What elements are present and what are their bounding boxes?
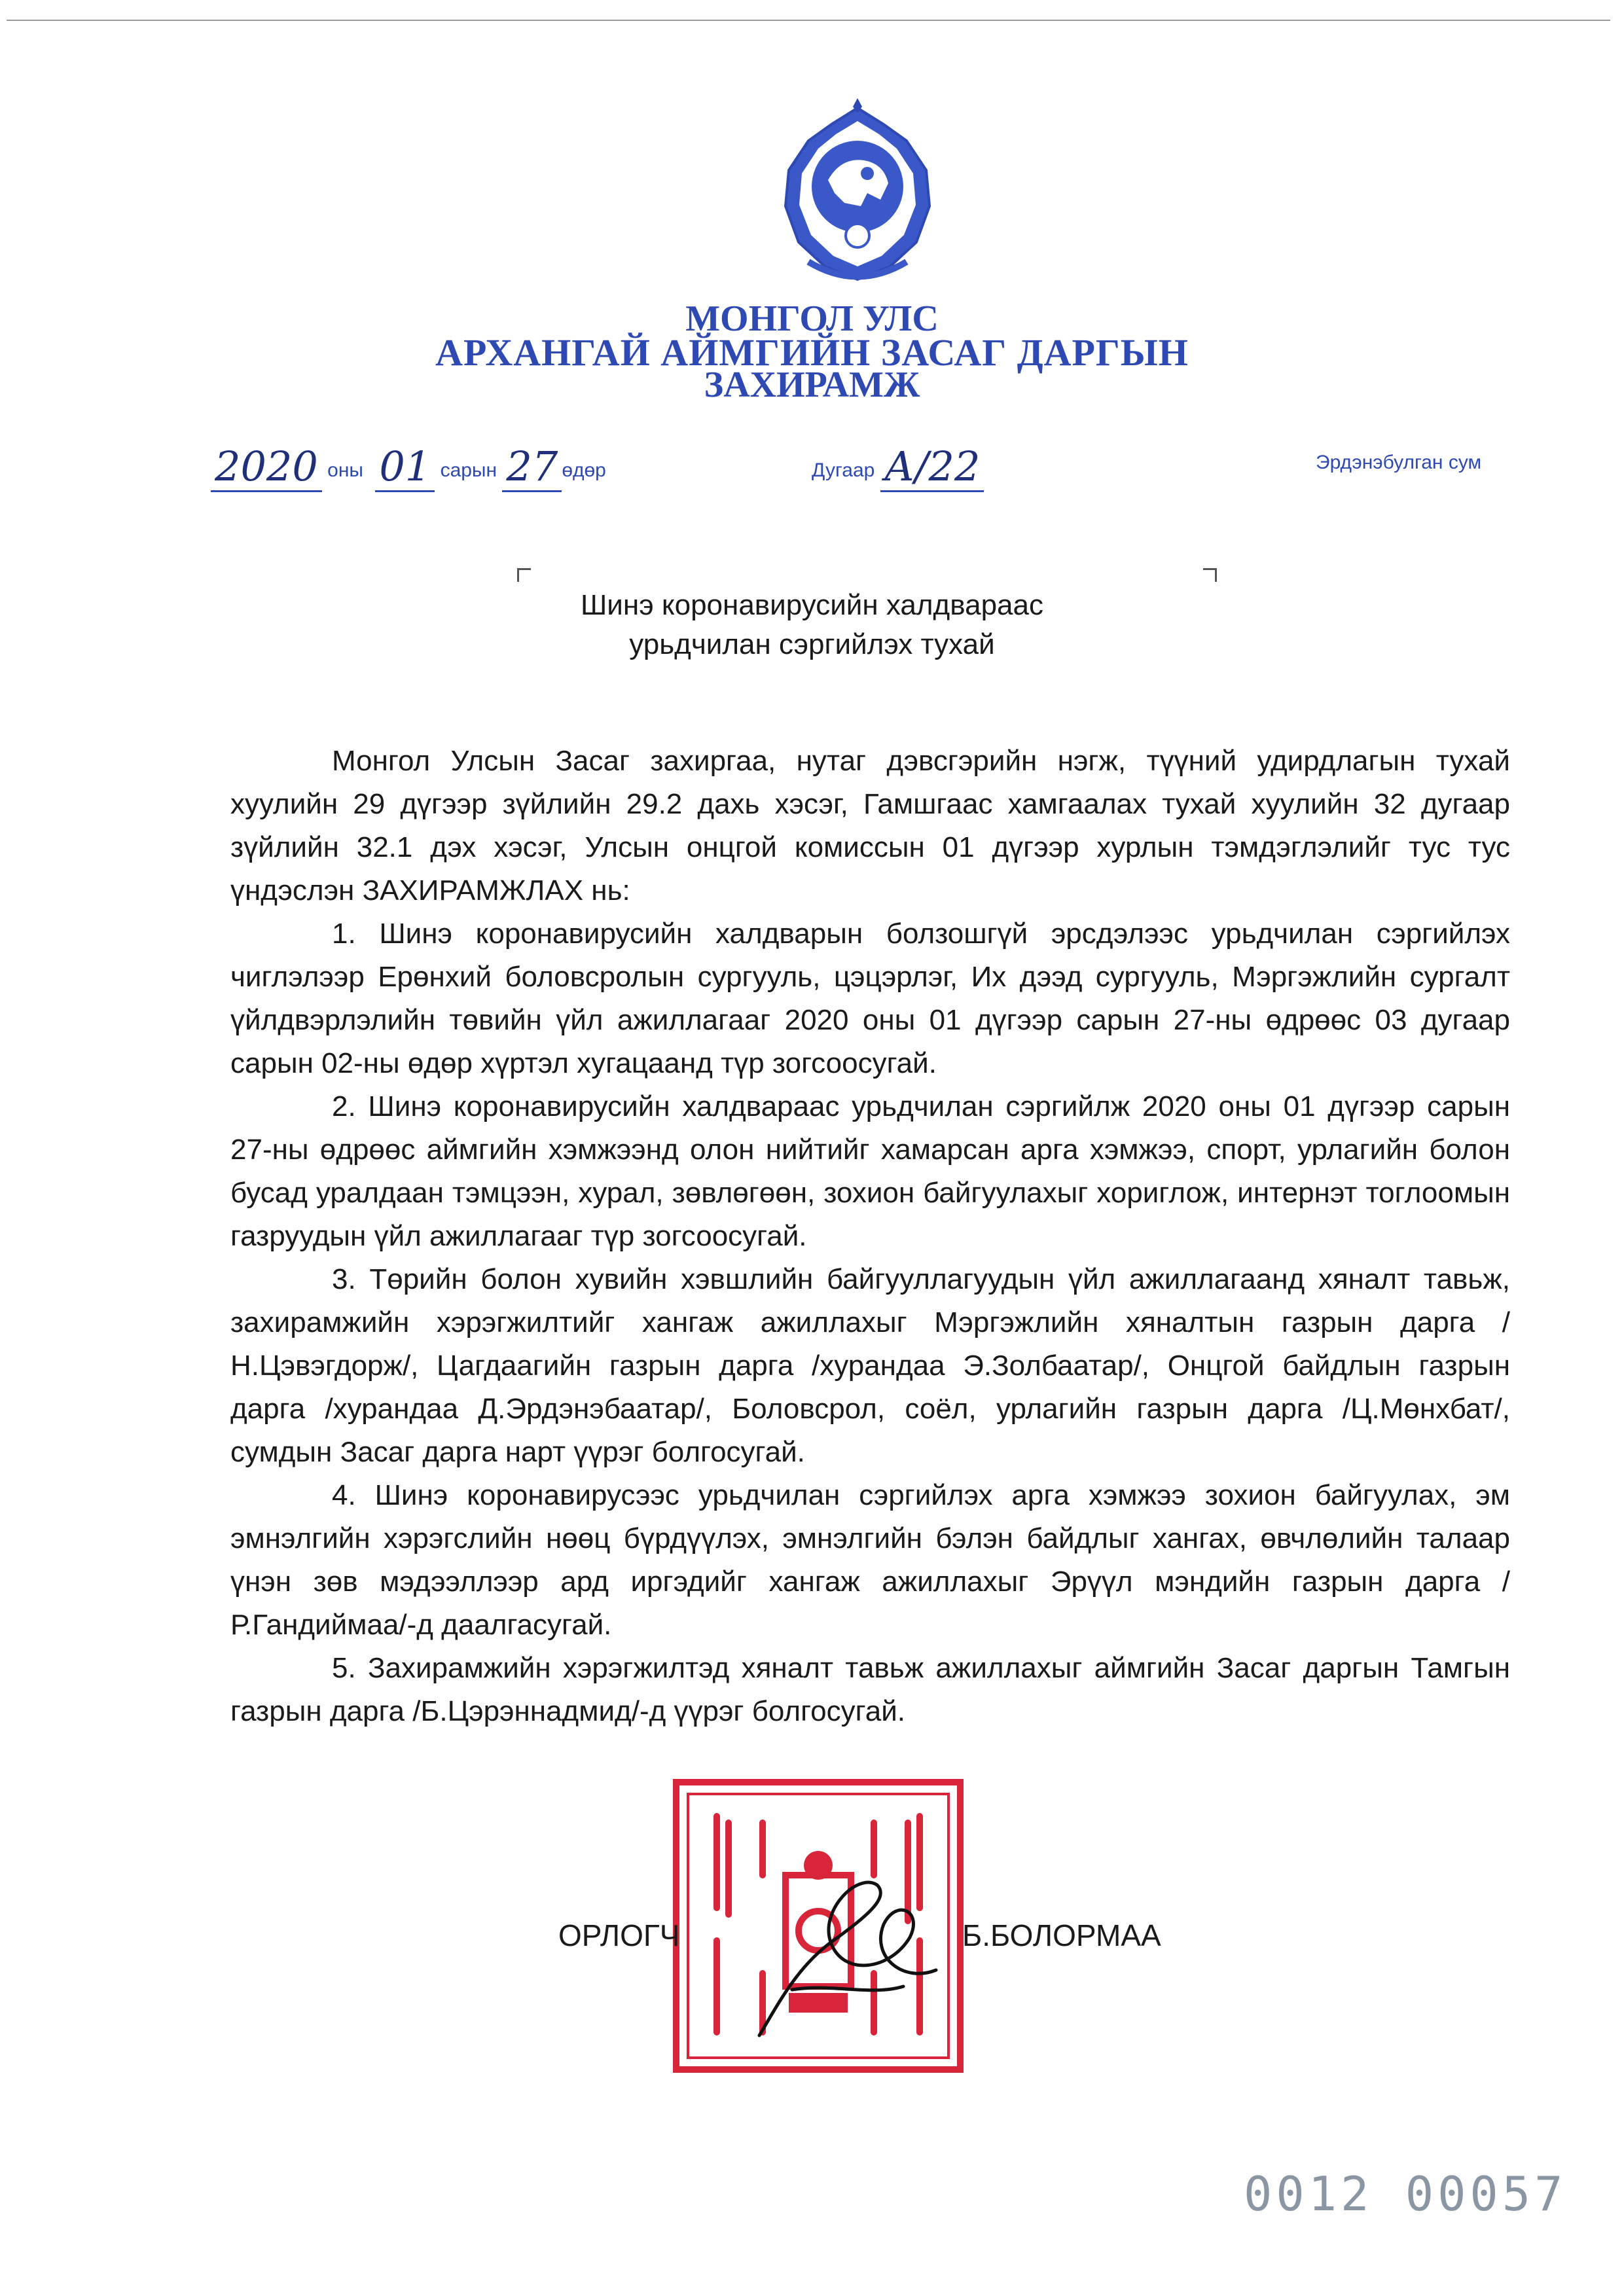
- order-item-2: 2. Шинэ коронавирусийн халдвараас урьдчилан сэргийлж 2020 оны 01 дүгээр сарын 27-ны өдрөөс аймгийн хэмжээнд олон нийтийг хамарсан арга хэмжээ, спорт, урлагийн болон бусад уралдаан тэмцээн, хурал, зөвлөгөөн, зохион байгуулахыг хориглож, интернэт тоглоомын газруудын үйл ажиллагааг түр зогсоосугай.: [230, 1090, 1510, 1252]
- order-item-5: 5. Захирамжийн хэрэгжилтэд хяналт тавьж ажиллахыг аймгийн Засаг даргын Тамгын газрын дарга /Б.Цэрэннадмид/-д үүрэг болгосугай.: [230, 1652, 1510, 1727]
- number-label: Дугаар: [812, 459, 875, 481]
- title-corner-right: [1203, 568, 1217, 582]
- org-line-1: МОНГОЛ УЛС: [685, 298, 939, 339]
- handwritten-signature: [740, 1872, 956, 2049]
- document-type: ЗАХИРАМЖ: [704, 365, 920, 405]
- order-item-4: 4. Шинэ коронавирусээс урьдчилан сэргийлэх арга хэмжээ зохион байгуулах, эм эмнэлгийн хэрэгслийн нөөц бүрдүүлэх, эмнэлгийн бэлэн байдлыг хангах, өвчлөлийн талаар үнэн зөв мэдээллээр ард иргэдийг хангаж ажиллахыг Эрүүл мэндийн газрын дарга /Р.Гандиймаа/-д даалгасугай.: [230, 1479, 1510, 1641]
- title-corner-left: [517, 568, 531, 582]
- scan-top-line: [7, 20, 1610, 21]
- signatory-title: ОРЛОГЧ: [558, 1918, 680, 1952]
- document-title-line-2: урьдчилан сэргийлэх тухай: [629, 628, 995, 660]
- state-emblem-icon: [769, 95, 946, 291]
- date-year: 2020: [211, 442, 322, 492]
- signatory-name: Б.БОЛОРМАА: [962, 1918, 1161, 1952]
- document-number: [812, 439, 984, 488]
- date-field: [211, 439, 606, 488]
- org-line-2: АРХАНГАЙ АЙМГИЙН ЗАСАГ ДАРГЫН: [435, 331, 1189, 374]
- order-item-3: 3. Төрийн болон хувийн хэвшлийн байгууллагуудын үйл ажиллагаанд хяналт тавьж, захирамжийн хэрэгжилтийг хангаж ажиллахыг Мэргэжлийн хяналтын газрын дарга /Н.Цэвэгдорж/, Цагдаагийн газрын дарга /хурандаа Э.Золбаатар/, Онцгой байдлын газрын дарга /хурандаа Д.Эрдэнэбаатар/, Боловсрол, соёл, урлагийн газрын дарга /Ц.Мөнхбат/, сумдын Засаг дарга нарт үүрэг болгосугай.: [230, 1263, 1510, 1468]
- date-day: 27: [502, 442, 562, 492]
- date-day-suffix: өдөр: [562, 459, 606, 481]
- order-item-1: 1. Шинэ коронавирусийн халдварын болзошгүй эрсдэлээс урьдчилан сэргийлэх чиглэлээр Ерөнхий боловсролын сургууль, цэцэрлэг, Их дээд сургууль, Мэргэжлийн сургалт үйлдвэрлэлийн төвийн үйл ажиллагааг 2020 оны 01 дүгээр сарын 27-ны өдрөөс 03 дугаар сарын 02-ны өдөр хүртэл хугацаанд түр зогсоосугай.: [230, 918, 1510, 1079]
- date-month-suffix: сарын: [440, 459, 497, 481]
- number-value: А/22: [880, 442, 984, 492]
- date-year-suffix: оны: [327, 459, 363, 481]
- document-serial-number: 0012 00057: [1244, 2166, 1567, 2221]
- preamble: Монгол Улсын Засаг захиргаа, нутаг дэвсгэрийн нэгж, түүний удирдлагын тухай хуулийн 29 дүгээр зүйлийн 29.2 дахь хэсэг, Гамшгаас хамгаалах тухай хуулийн 32 дугаар зүйлийн 32.1 дэх хэсэг, Улсын онцгой комиссын 01 дүгээр хурлын тэмдэглэлийг тус тус үндэслэн ЗАХИРАМЖЛАХ нь:: [230, 745, 1510, 906]
- document-body: [230, 740, 1510, 1733]
- place: Эрдэнэбулган сум: [1316, 452, 1482, 473]
- date-month: 01: [375, 442, 435, 492]
- document-title-line-1: Шинэ коронавирусийн халдвараас: [580, 589, 1043, 621]
